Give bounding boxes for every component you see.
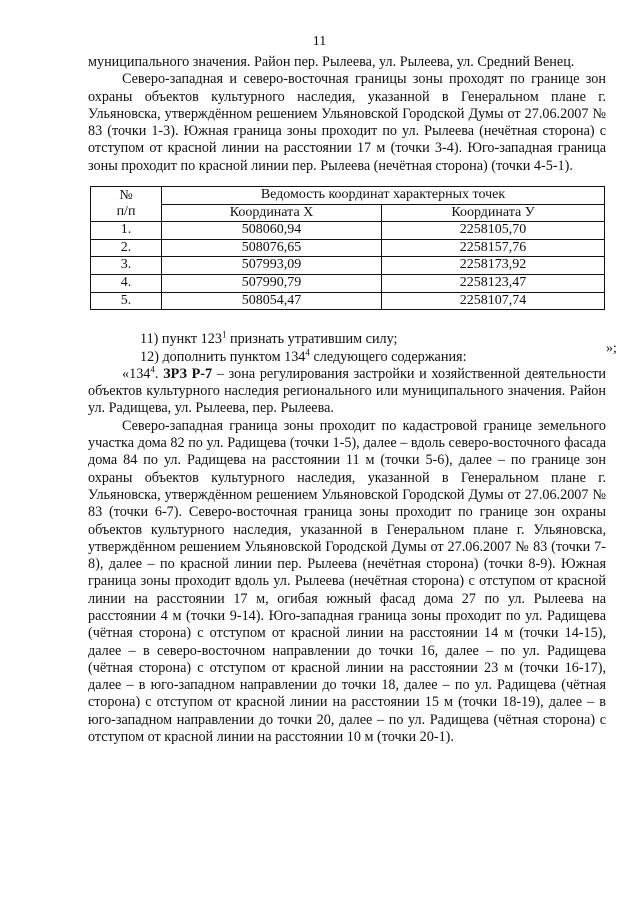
item-12-text-end: следующего содержания:	[309, 348, 467, 365]
zone-code: ЗРЗ Р-7	[163, 365, 213, 382]
page-number: 11	[312, 34, 327, 49]
zone-definition	[88, 366, 606, 418]
header-title: Ведомость координат характерных точек	[162, 187, 605, 205]
table-row	[91, 239, 605, 257]
zone-superscript: 4	[150, 364, 155, 375]
item-11-text-end: признать утратившим силу;	[226, 331, 398, 348]
coordinates-table	[90, 186, 605, 310]
cell-y: 2258105,70	[382, 222, 605, 240]
cell-num: 3.	[91, 257, 162, 275]
cell-y: 2258107,74	[382, 292, 605, 310]
table-closing-mark: »;	[606, 341, 617, 356]
item-11	[88, 331, 606, 348]
zone-description: – зона регулирования застройки и хозяйственной деятельности объектов культурного наследия регионального или муниципального значения. Район ул. Радищева, ул. Рылеева, пер. Рылеева.	[88, 365, 606, 417]
cell-y: 2258173,92	[382, 257, 605, 275]
header-number-line1: №	[119, 187, 133, 203]
table-row	[91, 257, 605, 275]
header-number-line2: п/п	[116, 204, 136, 220]
zone-number: «134	[122, 365, 151, 382]
item-12-superscript: 4	[305, 346, 310, 357]
item-11-text: 11) пункт 123	[140, 331, 222, 348]
header-x: Координата X	[162, 204, 382, 222]
item-12	[88, 346, 606, 366]
table-subheader-row	[91, 204, 605, 222]
table-header-row	[91, 187, 605, 205]
cell-y: 2258123,47	[382, 275, 605, 293]
document-body	[88, 54, 606, 746]
intro-line: муниципального значения. Район пер. Рылеева, ул. Рылеева, ул. Средний Венец.	[88, 54, 575, 70]
header-number	[91, 187, 162, 222]
table-row	[91, 275, 605, 293]
table-row	[91, 292, 605, 310]
item-12-text: 12) дополнить пунктом 134	[140, 348, 306, 365]
intro-paragraph: Северо-западная и северо-восточная границы зоны проходят по границе зон охраны объектов культурного наследия, указанной в Генеральном плане г. Ульяновска, утверждённом решением Ульяновской Городской Думы от 27.06.2007 № 83 (точки 1-3). Южная граница зоны проходит по ул. Рылеева (нечётная сторона) с отступом от красной линии на расстоянии 17 м (точки 3-4). Юго-западная граница зоны проходит по красной линии пер. Рылеева (нечётная сторона) (точки 4-5-1).	[88, 71, 606, 174]
cell-num: 5.	[91, 292, 162, 310]
table-row	[91, 222, 605, 240]
zone-boundary-paragraph: Северо-западная граница зоны проходит по кадастровой границе земельного участка дома 82 по ул. Радищева (точки 1-5), далее – вдоль северо-восточного фасада дома 84 по ул. Радищева на расстоянии 11 м (точки 5-6), далее – по границе зон охраны объектов культурного наследия, указанной в Генеральном плане г. Ульяновска, утверждённом решением Ульяновской Городской Думы от 27.06.2007 № 83 (точки 6-7). Северо-восточная граница зоны проходит по границе зон охраны объектов культурного наследия, указанной в Генеральном плане г. Ульяновска, утверждённом решением Ульяновской Городской Думы от 27.06.2007 № 83 (точки 7-8), далее – по красной линии пер. Рылеева (нечётная сторона) (точки 8-9). Южная граница зоны проходит вдоль ул. Рылеева (нечётная сторона) с отступом от красной линии на расстоянии 17 м, огибая южный фасад дома 27 по ул. Рылеева на расстоянии 4 м (точки 9-14). Юго-западная граница зоны проходит по ул. Радищева (чётная сторона) с отступом от красной линии на расстоянии 14 м (точки 14-15), далее – в северо-восточном направлении до точки 16, далее – по ул. Радищева (чётная сторона) с отступом от красной линии на расстоянии 23 м (точки 16-17), далее – в юго-западном направлении до точки 18, далее – по ул. Радищева (чётная сторона) с отступом от красной линии на расстоянии 15 м (точки 18-19), далее – в юго-западном направлении до точки 20, далее – по ул. Радищева (чётная сторона) с отступом от красной линии на расстоянии 10 м (точки 20-1).	[88, 417, 606, 746]
cell-num: 1.	[91, 222, 162, 240]
cell-num: 2.	[91, 239, 162, 257]
cell-x: 507990,79	[162, 275, 382, 293]
item-11-superscript: 1	[221, 329, 227, 340]
cell-y: 2258157,76	[382, 239, 605, 257]
header-y: Координата У	[382, 204, 605, 222]
zone-dot: .	[154, 365, 164, 382]
cell-x: 507993,09	[162, 257, 382, 275]
cell-x: 508054,47	[162, 292, 382, 310]
cell-x: 508060,94	[162, 222, 382, 240]
cell-num: 4.	[91, 275, 162, 293]
cell-x: 508076,65	[162, 239, 382, 257]
